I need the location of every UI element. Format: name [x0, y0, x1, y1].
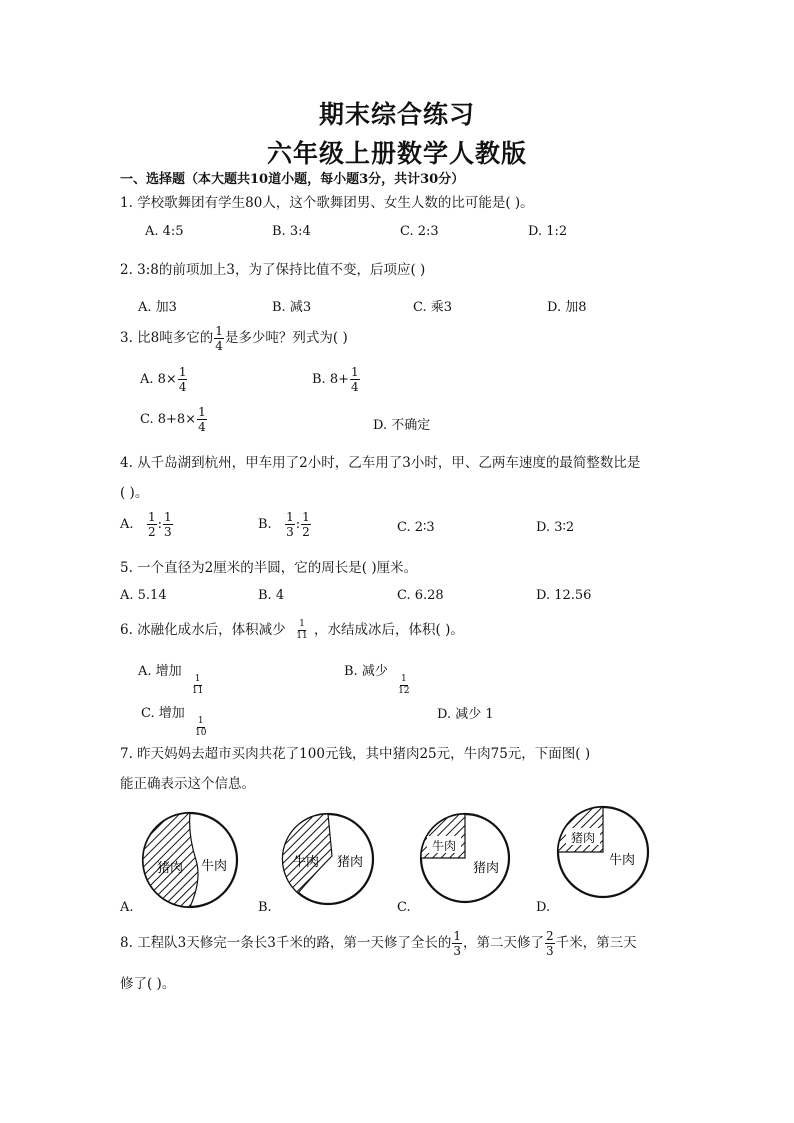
q6-option-a: A. 增加 $\frac{1}{11}$ [138, 664, 204, 696]
pie-a-pork-label: 猪肉 [156, 861, 184, 876]
pie-b-pork-label: 猪肉 [336, 855, 364, 870]
q2-option-c: C. 乘3 [413, 300, 453, 315]
q7-option-d: D. [536, 900, 551, 915]
pie-d-pork-label: 猪肉 [570, 831, 596, 845]
q4-option-d: D. 3∶2 [536, 520, 575, 535]
pie-c-beef-label: 牛肉 [431, 839, 457, 853]
q2-option-d: D. 加8 [547, 300, 587, 315]
question-4-line2: ( )。 [120, 485, 149, 501]
pie-c-pork-label: 猪肉 [472, 861, 500, 876]
q6-option-c: C. 增加 $\frac{1}{10}$ [141, 706, 207, 738]
q5-option-d: D. 12.56 [536, 588, 592, 603]
q1-option-b: B. 3:4 [272, 224, 311, 239]
pie-a-beef-label: 牛肉 [200, 859, 228, 874]
pie-a [143, 813, 237, 907]
q1-option-a: A. 4:5 [145, 224, 184, 239]
q7-option-b: B. [258, 900, 272, 915]
q6-option-d: D. 减少 1 [437, 707, 494, 722]
question-8-line2: 修了( )。 [120, 976, 176, 992]
q2-option-b: B. 减3 [272, 300, 312, 315]
page-title: 期末综合练习 [318, 100, 475, 129]
question-8-line1: 8. 工程队3天修完一条长3千米的路，第一天修了全长的 $\frac{1}{3}$ ，第二天修了 $\frac{2}{3}$ 千米，第三天 [120, 929, 637, 958]
q4-option-b: B. $\frac{1}{3}$ : $\frac{1}{2}$ [258, 510, 310, 539]
section-header: 一、选择题（本大题共10道小题，每小题3分，共计30分） [120, 172, 465, 187]
pie-b [282, 814, 373, 904]
question-4-line1: 4. 从千岛湖到杭州，甲车用了2小时，乙车用了3小时，甲、乙两车速度的最简整数比是 [120, 455, 641, 471]
question-5: 5. 一个直径为2厘米的半圆，它的周长是( )厘米。 [120, 560, 418, 576]
q4-option-c: C. 2∶3 [397, 520, 435, 535]
pie-d [558, 807, 648, 897]
page-subtitle: 六年级上册数学人教版 [266, 139, 527, 168]
q3-option-b: B. 8+ $\frac{1}{4}$ [312, 365, 359, 394]
q3-text-post: 是多少吨？列式为( ) [224, 330, 348, 346]
q5-option-a: A. 5.14 [120, 588, 167, 603]
q5-option-c: C. 6.28 [397, 588, 444, 603]
pie-c [421, 814, 509, 902]
question-7-line1: 7. 昨天妈妈去超市买肉共花了100元钱，其中猪肉25元，牛肉75元，下面图( ) [120, 746, 591, 762]
q3-text-pre: 3. 比8吨多它的 [120, 330, 214, 346]
q5-option-b: B. 4 [258, 588, 285, 603]
q1-option-c: C. 2:3 [400, 224, 439, 239]
question-2: 2. 3:8的前项加上3，为了保持比值不变，后项应( ) [120, 262, 426, 278]
q2-option-a: A. 加3 [138, 300, 177, 315]
question-1: 1. 学校歌舞团有学生80人，这个歌舞团男、女生人数的比可能是( )。 [120, 195, 534, 211]
q7-option-a: A. [120, 900, 134, 915]
q3-option-c: C. 8+8× $\frac{1}{4}$ [140, 405, 206, 434]
pie-d-beef-label: 牛肉 [608, 853, 636, 868]
q7-option-c: C. [397, 900, 411, 915]
q3-fraction: $\frac{1}{4}$ [215, 324, 223, 353]
q3-option-a: A. 8× $\frac{1}{4}$ [140, 365, 187, 394]
question-7-line2: 能正确表示这个信息。 [120, 776, 255, 792]
q6-option-b: B. 减少 $\frac{1}{12}$ [344, 664, 410, 696]
question-6: 6. 冰融化成水后，体积减少 $\frac{1}{11}$ ，水结成冰后，体积( )。 [120, 619, 464, 641]
q4-option-a: A. $\frac{1}{2}$ : $\frac{1}{3}$ [120, 510, 172, 539]
q1-option-d: D. 1:2 [528, 224, 568, 239]
q3-option-d: D. 不确定 [373, 418, 431, 433]
pie-b-beef-label: 牛肉 [292, 855, 320, 870]
